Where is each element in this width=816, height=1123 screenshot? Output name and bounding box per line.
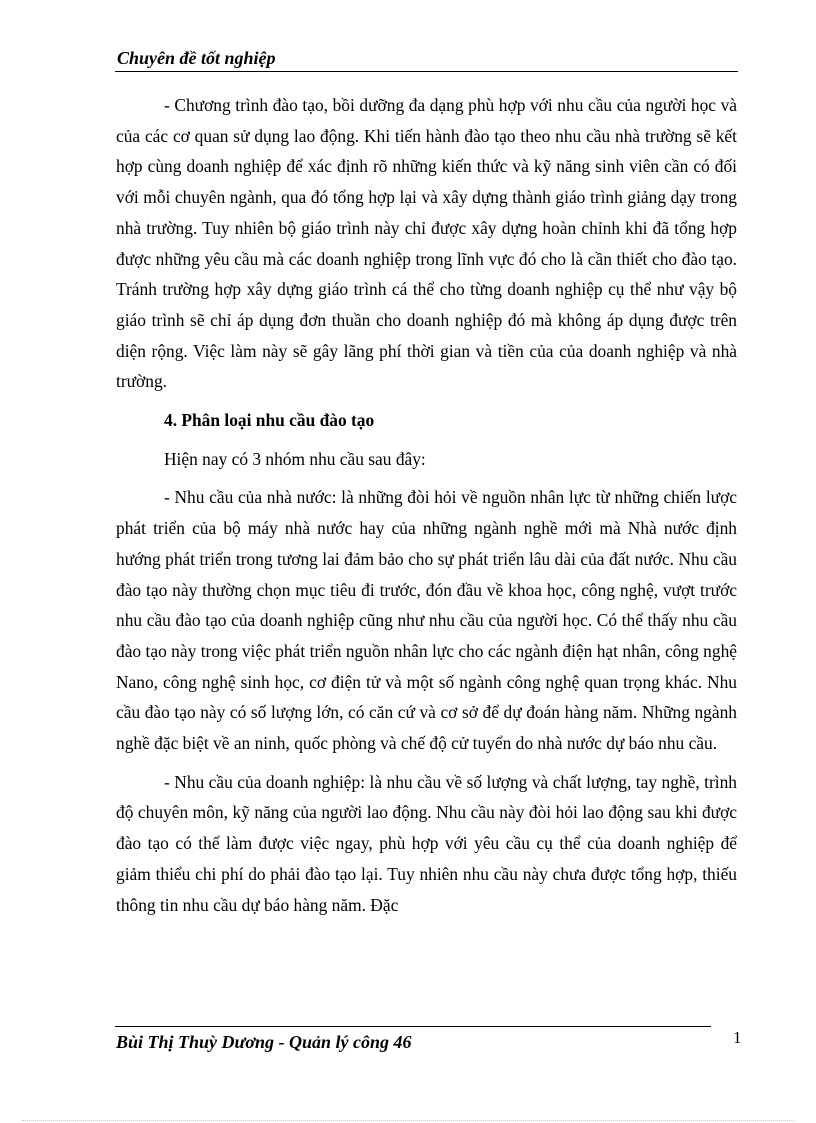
footer-author: Bùi Thị Thuỳ Dương - Quản lý công 46 — [116, 1032, 412, 1052]
body-paragraph-1: - Chương trình đào tạo, bồi dưỡng đa dạng phù hợp với nhu cầu của người học và của các cơ quan sử dụng lao động. Khi tiến hành đào tạo theo nhu cầu nhà trường sẽ kết hợp cùng doanh nghiệp để xác định rõ những kiến thức và kỹ năng sinh viên cần có đối với mỗi chuyên ngành, qua đó tổng hợp lại và xây dựng thành giáo trình giảng dạy trong nhà trường. Tuy nhiên bộ giáo trình này chỉ được xây dựng hoàn chỉnh khi đã tổng hợp được những yêu cầu mà các doanh nghiệp trong lĩnh vực đó cho là cần thiết cho đào tạo. Tránh trường hợp xây dựng giáo trình cá thể cho từng doanh nghiệp cụ thể như vậy bộ giáo trình sẽ chỉ áp dụng đơn thuần cho doanh nghiệp đó mà không áp dụng được trên diện rộng. Việc làm này sẽ gây lãng phí thời gian và tiền của của doanh nghiệp và nhà trường. — [116, 95, 737, 392]
page-bottom-edge — [22, 1120, 794, 1121]
footer-divider — [115, 1026, 711, 1027]
page-number: 1 — [733, 1028, 742, 1047]
header-title: Chuyên đề tốt nghiệp — [117, 48, 276, 68]
body-paragraph-3: - Nhu cầu của nhà nước: là những đòi hỏi về nguồn nhân lực từ những chiến lược phát triển của bộ máy nhà nước hay của những ngành nghề mới mà Nhà nước định hướng phát triển trong tương lai đảm bảo cho sự phát triển lâu dài của đất nước. Nhu cầu đào tạo này thường chọn mục tiêu đi trước, đón đầu về khoa học, công nghệ, vượt trước nhu cầu đào tạo của doanh nghiệp cũng như nhu cầu của người học. Có thể thấy nhu cầu đào tạo này trong việc phát triển nguồn nhân lực cho các ngành điện hạt nhân, công nghệ Nano, công nghệ sinh học, cơ điện tử và một số ngành công nghệ quan trọng khác. Nhu cầu đào tạo này có số lượng lớn, có căn cứ và cơ sở để dự đoán hàng năm. Những ngành nghề đặc biệt về an ninh, quốc phòng và chế độ cử tuyển do nhà nước dự báo nhu cầu. — [116, 487, 737, 754]
document-body — [116, 90, 737, 920]
body-paragraph-4: - Nhu cầu của doanh nghiệp: là nhu cầu về số lượng và chất lượng, tay nghề, trình độ chuyên môn, kỹ năng của người lao động. Nhu cầu này đòi hỏi lao động sau khi được đào tạo có thể làm được việc ngay, phù hợp với yêu cầu cụ thể của doanh nghiệp để giảm thiểu chi phí do phải đào tạo lại. Tuy nhiên nhu cầu này chưa được tổng hợp, thiếu thông tin nhu cầu dự báo hàng năm. Đặc — [116, 771, 737, 915]
section-heading: 4. Phân loại nhu cầu đào tạo — [164, 410, 375, 431]
header-divider — [115, 71, 738, 72]
body-paragraph-2: Hiện nay có 3 nhóm nhu cầu sau đây: — [164, 448, 426, 469]
